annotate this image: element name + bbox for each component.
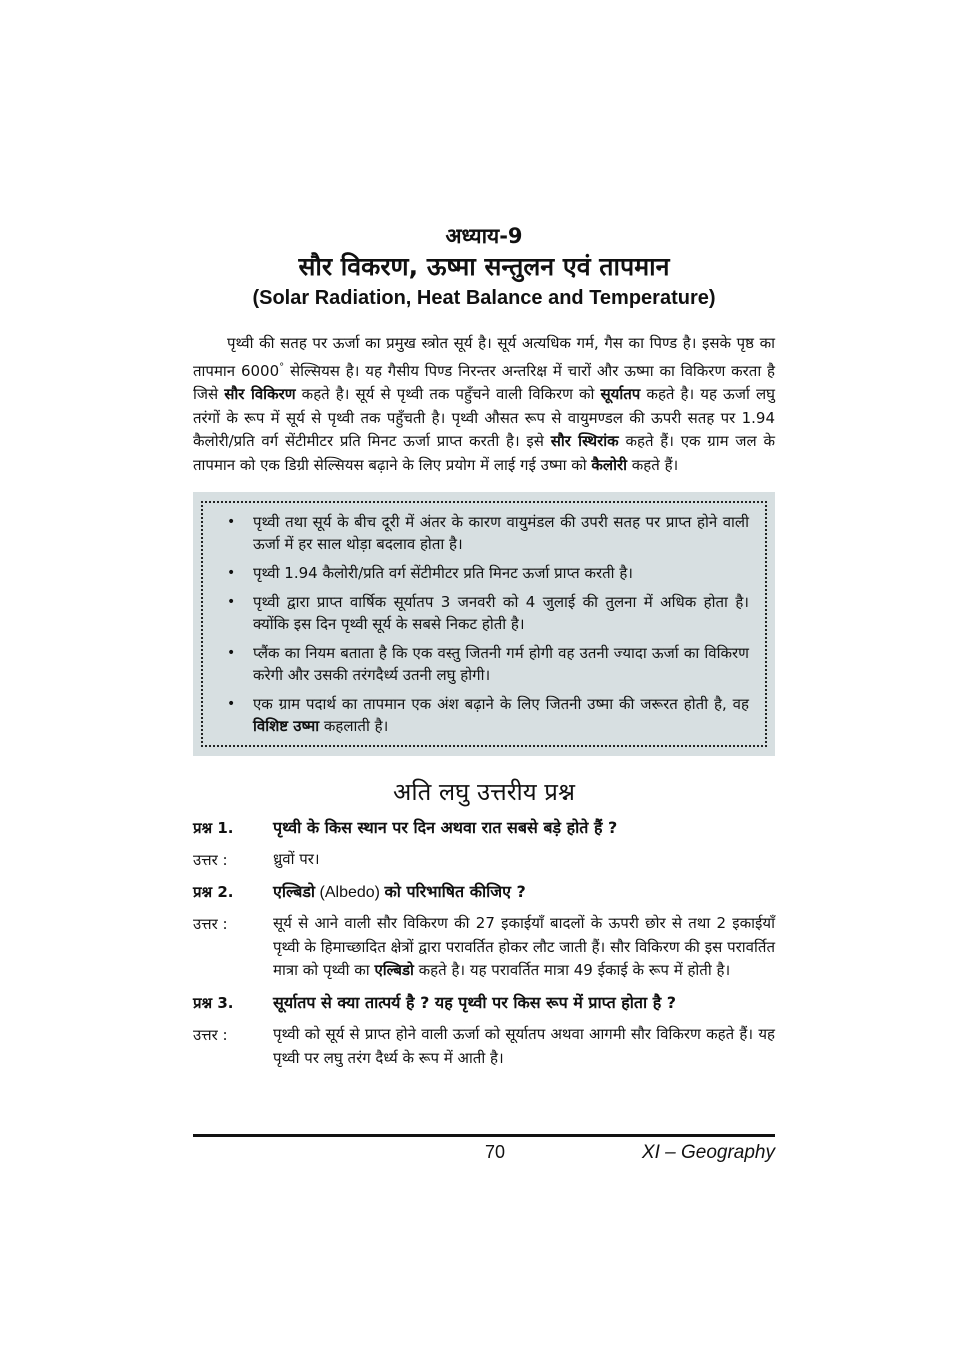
chapter-number: अध्याय-9 — [445, 224, 523, 248]
chapter-subtitle: (Solar Radiation, Heat Balance and Temperature) — [252, 287, 716, 309]
footer-divider — [193, 1134, 775, 1137]
answer-text: ध्रुवों पर। — [273, 849, 320, 868]
answer-label: उत्तर : — [193, 850, 228, 869]
page-content — [193, 222, 775, 1078]
answer-label: उत्तर : — [193, 1025, 228, 1044]
term-solar-constant: सौर स्थिरांक — [550, 432, 619, 451]
fact-item: • पृथ्वी 1.94 कैलोरी/प्रति वर्ग सेंटीमीटर प्रति मिनट ऊर्जा प्राप्त करती है। — [227, 563, 633, 582]
term-calorie: कैलोरी — [591, 455, 627, 474]
fact-item: • पृथ्वी द्वारा प्राप्त वार्षिक सूर्यातप 3 जनवरी को 4 जुलाई की तुलना में अधिक होता है। क्योंकि इस दिन पृथ्वी सूर्य के सबसे निकट होती है। — [227, 592, 749, 633]
key-facts-box — [193, 492, 775, 756]
term-albedo: एल्बिडो — [374, 961, 414, 980]
term-specific-heat: विशिष्ट उष्मा — [253, 716, 320, 735]
fact-item: • एक ग्राम पदार्थ का तापमान एक अंश बढ़ाने के लिए जितनी उष्मा की जरूरत होती है, वह विशिष्ट उष्मा कहलाती है। — [227, 694, 749, 735]
page-number: 70 — [484, 1142, 506, 1162]
fact-item: • प्लैंक का नियम बताता है कि एक वस्तु जितनी गर्म होगी वह उतनी ज्यादा ऊर्जा का विकिरण करेगी और उसकी तरंगदैर्ध्य उतनी लघु होगी। — [227, 643, 749, 684]
answer-2 — [193, 912, 775, 983]
question-text: सूर्यातप से क्या तात्पर्य है ? यह पृथ्वी पर किस रूप में प्राप्त होता है ? — [273, 992, 677, 1012]
fact-item: • पृथ्वी तथा सूर्य के बीच दूरी में अंतर के कारण वायुमंडल की उपरी सतह पर प्राप्त होने वाली ऊर्जा में हर साल थोड़ा बदलाव होता है। — [227, 512, 749, 553]
bullet-icon: • — [227, 593, 236, 610]
bullet-icon: • — [227, 564, 236, 581]
question-1 — [193, 816, 775, 840]
bullet-icon: • — [227, 644, 236, 661]
key-facts-border — [201, 501, 767, 747]
question-text: एल्बिडो (Albedo) को परिभाषित कीजिए ? — [273, 881, 526, 901]
bullet-icon: • — [227, 513, 236, 530]
bullet-icon: • — [227, 695, 236, 712]
question-3 — [193, 991, 775, 1015]
question-label: प्रश्न 1. — [193, 818, 234, 837]
chapter-title: सौर विकरण, ऊष्मा सन्तुलन एवं तापमान — [298, 252, 670, 281]
intro-paragraph: पृथ्वी की सतह पर ऊर्जा का प्रमुख स्त्रोत सूर्य है। सूर्य अत्यधिक गर्म, गैस का पिण्ड है। इसके पृष्ठ का तापमान 6000° सेल्सियस है। यह गैसीय पिण्ड निरन्तर अन्तरिक्ष में चारों और ऊष्मा का विकिरण करता है जिसे सौर विकिरण कहते है। सूर्य से पृथ्वी तक पहुँचने वाली विकिरण को सूर्यातप कहते है। यह ऊर्जा लघु तरंगों के रूप में सूर्य से पृथ्वी तक पहुँचती है। पृथ्वी औसत रूप से वायुमण्डल की ऊपरी सतह पर 1.94 कैलोरी/प्रति वर्ग सेंटीमीटर प्रति मिनट ऊर्जा प्राप्त करती है। इसे सौर स्थिरांक कहते हैं। एक ग्राम जल के तापमान को एक डिग्री सेल्सियस बढ़ाने के लिए प्रयोग में लाई गई उष्मा को कैलोरी कहते हैं। — [193, 334, 776, 474]
answer-3 — [193, 1023, 775, 1070]
question-label: प्रश्न 2. — [193, 882, 234, 901]
term-insolation: सूर्यातप — [600, 385, 641, 404]
question-label: प्रश्न 3. — [193, 993, 234, 1012]
answer-text: सूर्य से आने वाली सौर विकिरण की 27 इकाईयाँ बादलों के ऊपरी छोर से तथा 2 इकाईयाँ पृथ्वी के हिमाच्छादित क्षेत्रों द्वारा परावर्तित होकर लौट जाती हैं। सौर विकिरण की इस परावर्तित मात्रा को पृथ्वी का एल्बिडो कहते है। यह परावर्तित मात्रा 49 ईकाई के रूप में होती है। — [273, 914, 775, 980]
answer-1 — [193, 848, 775, 872]
book-title: XI – Geography — [641, 1142, 775, 1163]
key-facts-list — [213, 511, 749, 737]
answer-label: उत्तर : — [193, 915, 228, 934]
section-title: अति लघु उत्तरीय प्रश्न — [393, 777, 575, 806]
answer-text: पृथ्वी को सूर्य से प्राप्त होने वाली ऊर्जा को सूर्यातप अथवा आगमी सौर विकिरण कहते हैं। यह पृथ्वी पर लघु तरंग दैर्ध्य के रूप में आती है। — [273, 1024, 775, 1067]
term-solar-radiation: सौर विकिरण — [224, 385, 296, 404]
question-text: पृथ्वी के किस स्थान पर दिन अथवा रात सबसे बड़े होते हैं ? — [273, 817, 618, 837]
question-2 — [193, 880, 775, 905]
